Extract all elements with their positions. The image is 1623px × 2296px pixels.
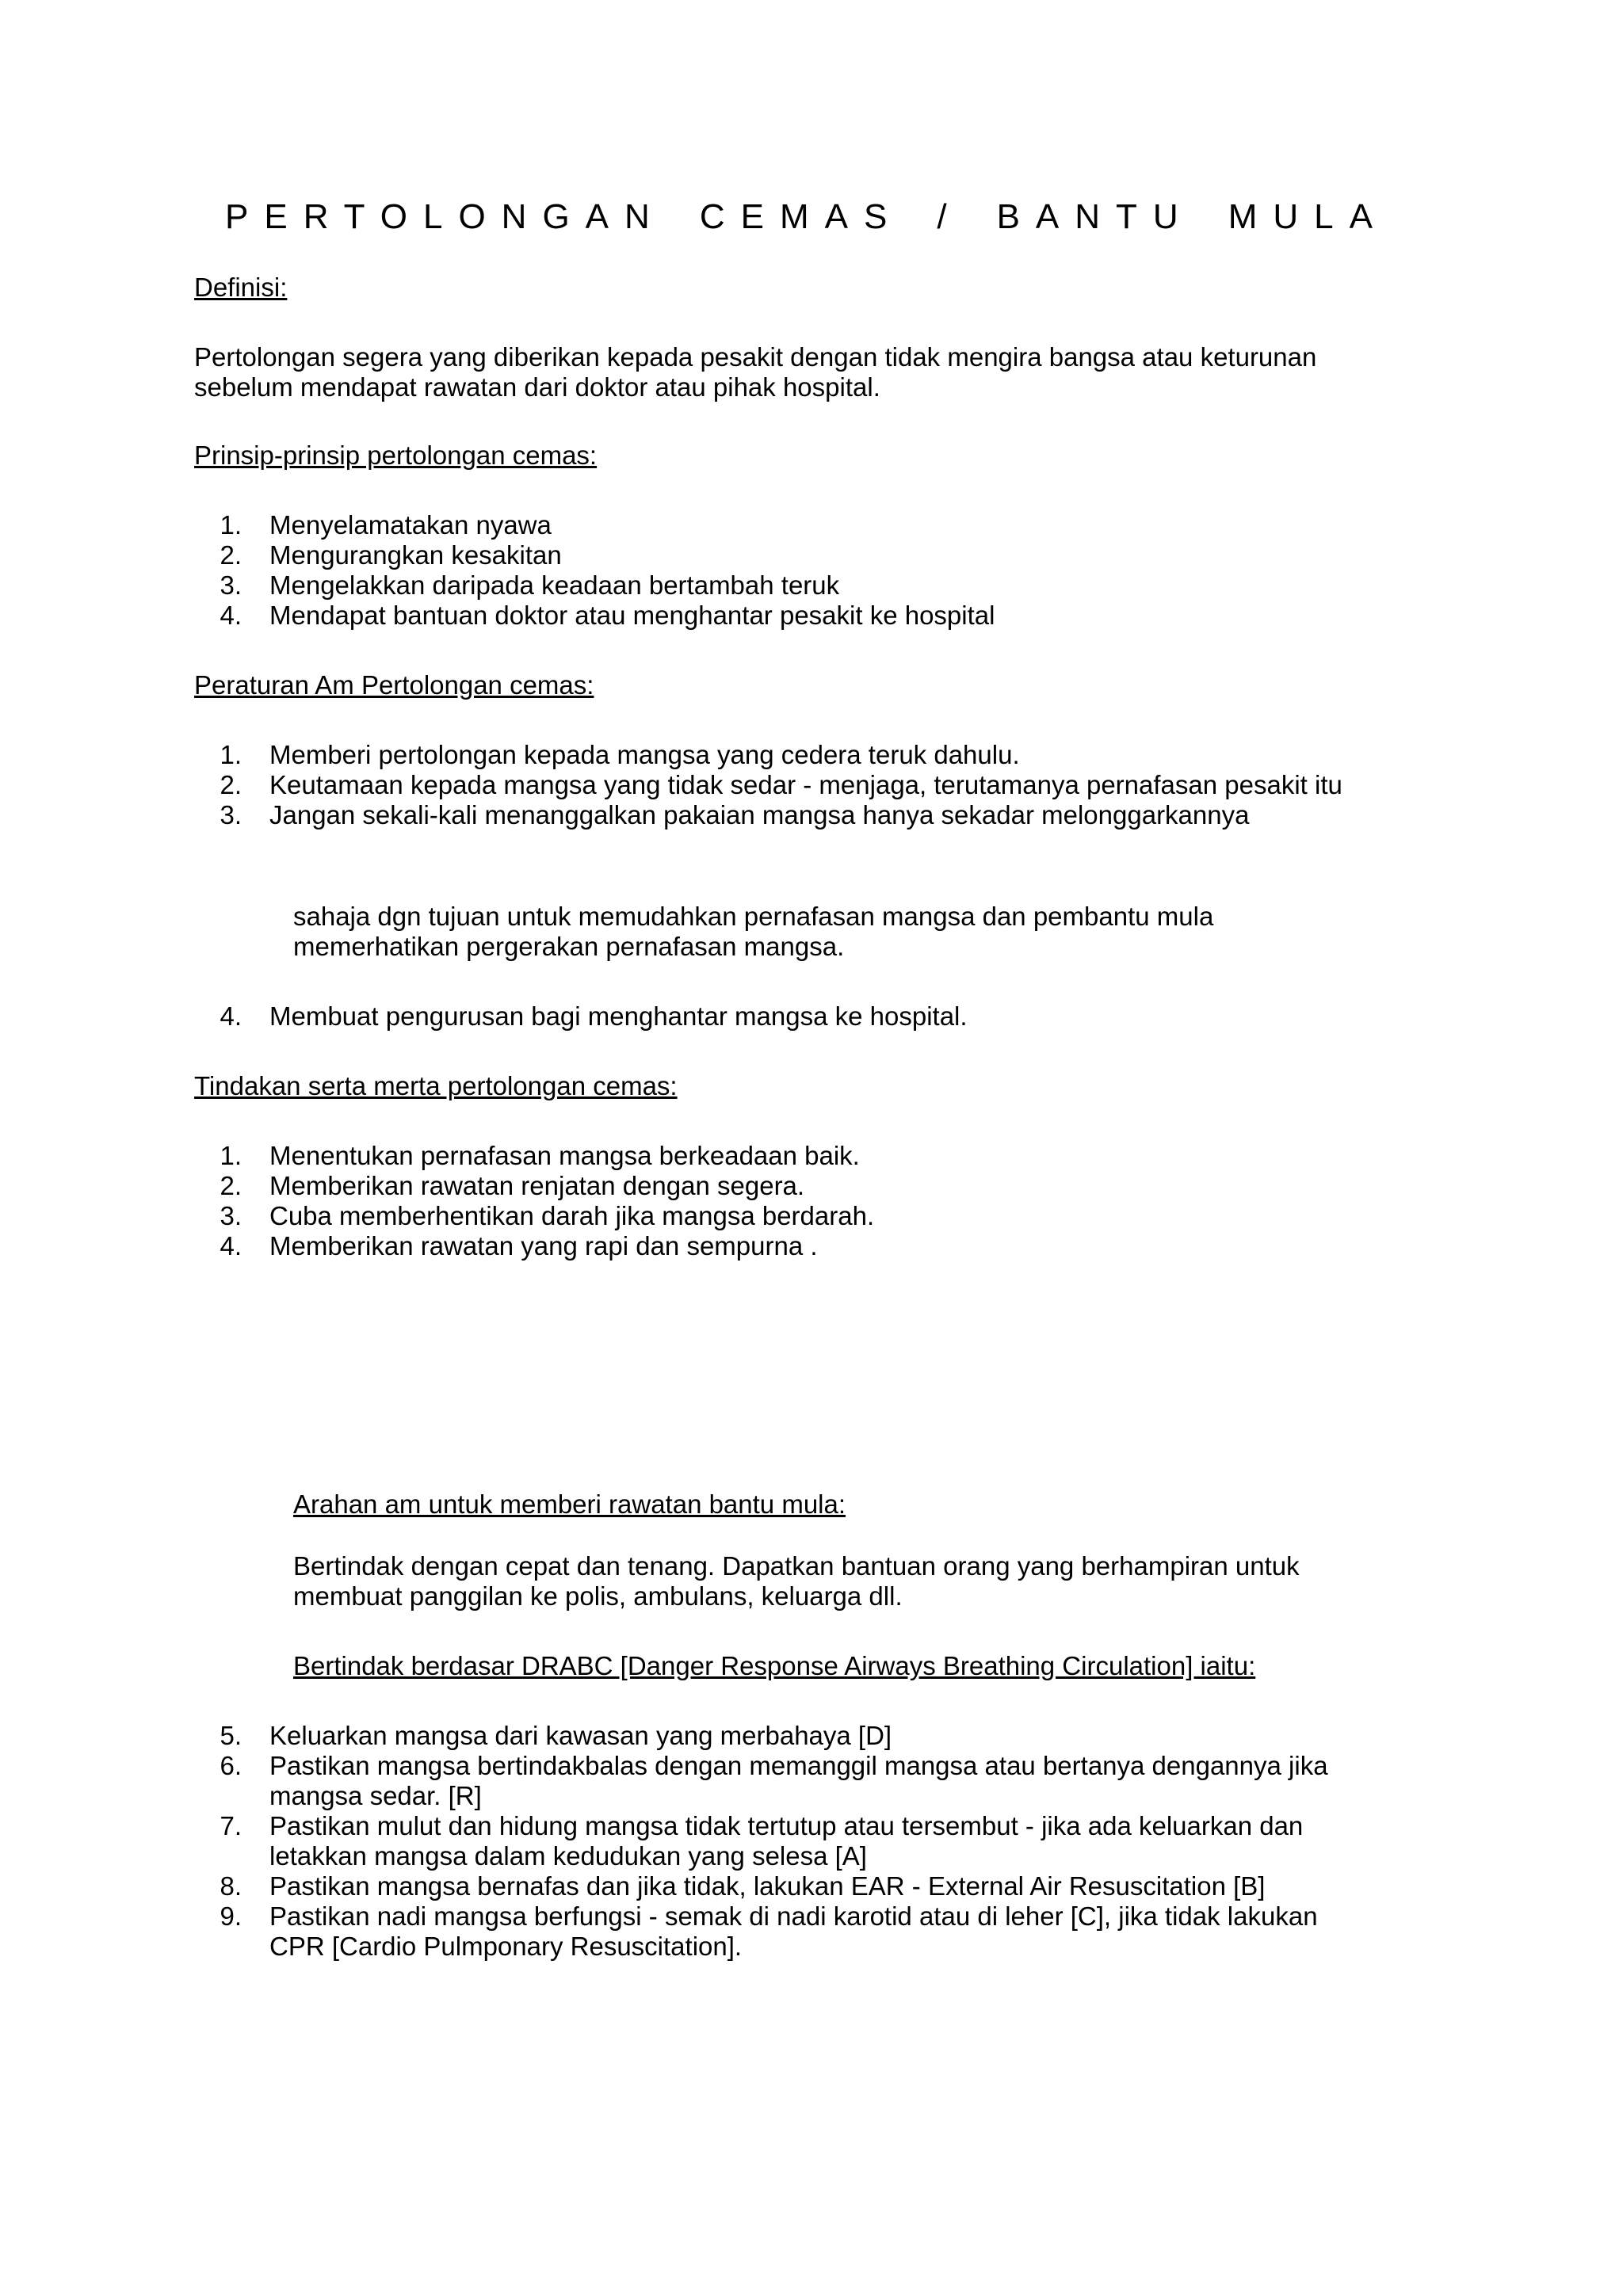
list-number: 2. xyxy=(220,540,242,570)
list-number: 1. xyxy=(220,1141,242,1170)
definisi-body-line: Pertolongan segera yang diberikan kepada pesakit dengan tidak mengira bangsa atau keturunan xyxy=(194,342,1317,372)
arahan-body-line: membuat panggilan ke polis, ambulans, keluarga dll. xyxy=(293,1581,903,1611)
definisi-body-line: sebelum mendapat rawatan dari doktor atau pihak hospital. xyxy=(194,372,880,402)
list-text: Mendapat bantuan doktor atau menghantar pesakit ke hospital xyxy=(269,601,995,630)
peraturan-continuation-line: sahaja dgn tujuan untuk memudahkan pernafasan mangsa dan pembantu mula xyxy=(293,902,1214,931)
list-number: 9. xyxy=(220,1901,242,1931)
list-text: Memberikan rawatan yang rapi dan sempurna . xyxy=(269,1231,818,1261)
peraturan-heading: Peraturan Am Pertolongan cemas: xyxy=(194,670,594,700)
list-text-line: Pastikan nadi mangsa berfungsi - semak di nadi karotid atau di leher [C], jika tidak lakukan xyxy=(269,1901,1318,1931)
peraturan-continuation-line: memerhatikan pergerakan pernafasan mangsa. xyxy=(293,932,845,961)
arahan-body-line: Bertindak dengan cepat dan tenang. Dapatkan bantuan orang yang berhampiran untuk xyxy=(293,1551,1300,1581)
list-number: 7. xyxy=(220,1811,242,1840)
list-text: Memberi pertolongan kepada mangsa yang cedera teruk dahulu. xyxy=(269,740,1020,769)
list-text xyxy=(269,1811,1303,1871)
list-text xyxy=(269,1751,1328,1811)
list-number: 8. xyxy=(220,1871,242,1901)
arahan-heading: Arahan am untuk memberi rawatan bantu mula: xyxy=(293,1489,846,1519)
list-text-line: mangsa sedar. [R] xyxy=(269,1781,482,1810)
list-text: Cuba memberhentikan darah jika mangsa berdarah. xyxy=(269,1201,875,1230)
title-word: MULA xyxy=(1228,197,1388,236)
list-text-line: letakkan mangsa dalam kedudukan yang selesa [A] xyxy=(269,1841,867,1871)
list-text: Menyelamatakan nyawa xyxy=(269,510,552,540)
list-number: 2. xyxy=(220,1171,242,1200)
list-number: 2. xyxy=(220,770,242,799)
list-text: Menentukan pernafasan mangsa berkeadaan baik. xyxy=(269,1141,860,1170)
tindakan-heading: Tindakan serta merta pertolongan cemas: xyxy=(194,1071,678,1100)
list-text xyxy=(269,1901,1318,1962)
list-number: 4. xyxy=(220,1001,242,1031)
list-text: Memberikan rawatan renjatan dengan segera. xyxy=(269,1171,805,1200)
title-word: BANTU xyxy=(996,197,1194,236)
list-text-line: Pastikan mangsa bertindakbalas dengan memanggil mangsa atau bertanya dengannya jika xyxy=(269,1751,1328,1780)
list-text-line: Pastikan mulut dan hidung mangsa tidak tertutup atau tersembut - jika ada keluarkan dan xyxy=(269,1811,1304,1840)
list-text-line: CPR [Cardio Pulmponary Resuscitation]. xyxy=(269,1932,743,1961)
list-text: Membuat pengurusan bagi menghantar mangsa ke hospital. xyxy=(269,1001,968,1031)
list-text: Keutamaan kepada mangsa yang tidak sedar - menjaga, terutamanya pernafasan pesakit itu xyxy=(269,770,1342,799)
title-word: / xyxy=(937,197,963,236)
list-text: Mengurangkan kesakitan xyxy=(269,540,562,570)
definisi-heading: Definisi: xyxy=(194,273,288,302)
list-number: 4. xyxy=(220,1231,242,1261)
title-word: CEMAS xyxy=(699,197,903,236)
list-number: 1. xyxy=(220,740,242,769)
list-number: 6. xyxy=(220,1751,242,1780)
list-number: 3. xyxy=(220,800,242,830)
list-number: 5. xyxy=(220,1721,242,1750)
drabc-heading: Bertindak berdasar DRABC [Danger Response Airways Breathing Circulation] iaitu: xyxy=(293,1651,1256,1680)
list-text: Pastikan mangsa bernafas dan jika tidak, lakukan EAR - External Air Resuscitation [B] xyxy=(269,1871,1266,1901)
document-title xyxy=(225,196,1388,238)
prinsip-heading: Prinsip-prinsip pertolongan cemas: xyxy=(194,441,598,470)
list-text: Mengelakkan daripada keadaan bertambah teruk xyxy=(269,570,840,600)
list-number: 1. xyxy=(220,510,242,540)
list-text: Jangan sekali-kali menanggalkan pakaian mangsa hanya sekadar melonggarkannya xyxy=(269,800,1250,830)
list-number: 3. xyxy=(220,1201,242,1230)
list-text: Keluarkan mangsa dari kawasan yang merbahaya [D] xyxy=(269,1721,892,1750)
list-number: 4. xyxy=(220,601,242,630)
list-number: 3. xyxy=(220,570,242,600)
title-word: PERTOLONGAN xyxy=(225,197,666,236)
